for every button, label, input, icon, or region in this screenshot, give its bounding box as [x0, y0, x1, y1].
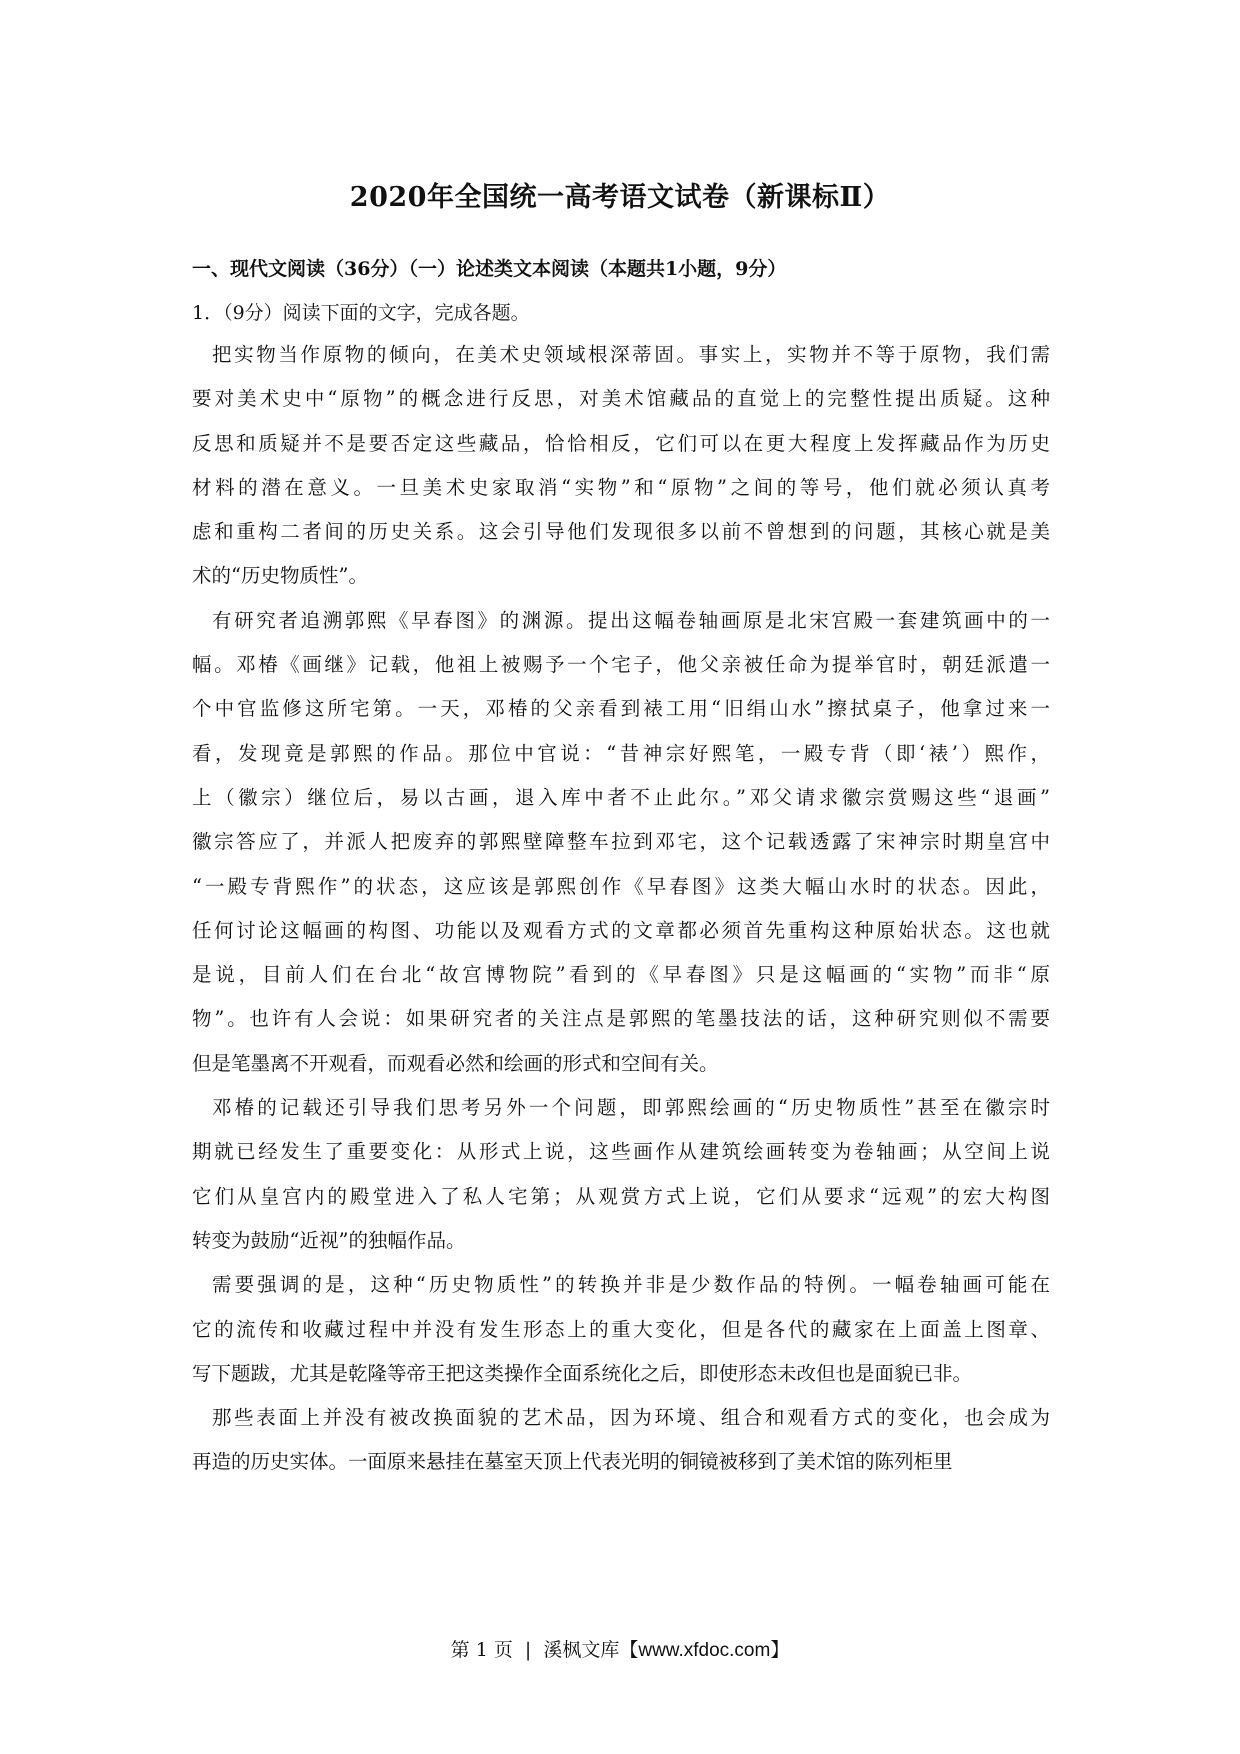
passage-line: 但是笔墨离不开观看，而观看必然和绘画的形式和空间有关。 — [192, 1051, 719, 1075]
passage-line: 要对美术史中“原物”的概念进行反思，对美术馆藏品的直觉上的完整性提出质疑。这种 — [192, 387, 1050, 411]
passage-line: 它们从皇宫内的殿堂进入了私人宅第；从观赏方式上说，它们从要求“远观”的宏大构图 — [192, 1184, 1050, 1208]
passage-line: 是说，目前人们在台北“故宫博物院”看到的《早春图》只是这幅画的“实物”而非“原 — [192, 963, 1050, 987]
footer-site-label: 溪枫文库【www.xfdoc.com】 — [543, 1640, 790, 1661]
passage-line: 写下题跋，尤其是乾隆等帝王把这类操作全面系统化之后，即使形态未改但也是面貌已非。 — [192, 1361, 973, 1385]
passage-line: 任何讨论这幅画的构图、功能以及观看方式的文章都必须首先重构这种原始状态。这也就 — [192, 918, 1050, 942]
passage-line: 术的“历史物质性”。 — [192, 564, 368, 588]
passage-line: 反思和质疑并不是要否定这些藏品，恰恰相反，它们可以在更大程度上发挥藏品作为历史 — [192, 431, 1050, 455]
passage-line: 转变为鼓励“近视”的独幅作品。 — [192, 1228, 466, 1252]
page-footer — [0, 1636, 1240, 1665]
passage-line: 虑和重构二者间的历史关系。这会引导他们发现很多以前不曾想到的问题，其核心就是美 — [192, 520, 1050, 544]
document-title: 2020年全国统一高考语文试卷（新课标Ⅱ） — [349, 182, 891, 213]
passage-line: 把实物当作原物的倾向，在美术史领域根深蒂固。事实上，实物并不等于原物，我们需 — [212, 343, 1050, 366]
passage-line: 物”。也许有人会说：如果研究者的关注点是郭熙的笔墨技法的话，这种研究则似不需要 — [192, 1007, 1050, 1031]
passage-line: 那些表面上并没有被改换面貌的艺术品，因为环境、组合和观看方式的变化，也会成为 — [212, 1406, 1050, 1430]
passage-line: 再造的历史实体。一面原来悬挂在墓室天顶上代表光明的铜镜被移到了美术馆的陈列柜里 — [192, 1450, 953, 1474]
section-heading: 一、现代文阅读（36分）（一）论述类文本阅读（本题共1小题，9分） — [192, 258, 787, 280]
passage-line: 有研究者追溯郭熙《早春图》的渊源。提出这幅卷轴画原是北宋宫殿一套建筑画中的一 — [212, 608, 1050, 632]
passage-line: 需要强调的是，这种“历史物质性”的转换并非是少数作品的特例。一幅卷轴画可能在 — [212, 1273, 1050, 1297]
passage-line: 期就已经发生了重要变化：从形式上说，这些画作从建筑绘画转变为卷轴画；从空间上说 — [192, 1140, 1050, 1164]
question-intro: 1．（9分）阅读下面的文字，完成各题。 — [192, 302, 530, 324]
passage-line: 材料的潜在意义。一旦美术史家取消“实物”和“原物”之间的等号，他们就必须认真考 — [192, 475, 1050, 499]
page-number: 第 1 页 — [450, 1639, 513, 1661]
passage-line: “一殿专背熙作”的状态，这应该是郭熙创作《早春图》这类大幅山水时的状态。因此， — [192, 874, 1050, 898]
passage-line: 看，发现竟是郭熙的作品。那位中官说：“昔神宗好熙笔，一殿专背（即‘裱’）熙作， — [192, 741, 1050, 765]
passage-line: 幅。邓椿《画继》记载，他祖上被赐予一个宅子，他父亲被任命为提举官时，朝廷派遣一 — [192, 653, 1050, 677]
passage-line: 邓椿的记载还引导我们思考另外一个问题，即郭熙绘画的“历史物质性”甚至在徽宗时 — [212, 1096, 1050, 1120]
passage-line: 上（徽宗）继位后，易以古画，退入库中者不止此尔。”邓父请求徽宗赏赐这些“退画” — [192, 785, 1050, 809]
passage-line: 它的流传和收藏过程中并没有发生形态上的重大变化，但是各代的藏家在上面盖上图章、 — [192, 1317, 1050, 1341]
passage-line: 个中官监修这所宅第。一天，邓椿的父亲看到裱工用“旧绢山水”擦拭桌子，他拿过来一 — [192, 697, 1050, 721]
passage-line: 徽宗答应了，并派人把废弃的郭熙壁障整车拉到邓宅，这个记载透露了宋神宗时期皇宫中 — [192, 830, 1050, 854]
footer-separator: | — [524, 1639, 532, 1661]
reading-passage — [192, 340, 1050, 1492]
